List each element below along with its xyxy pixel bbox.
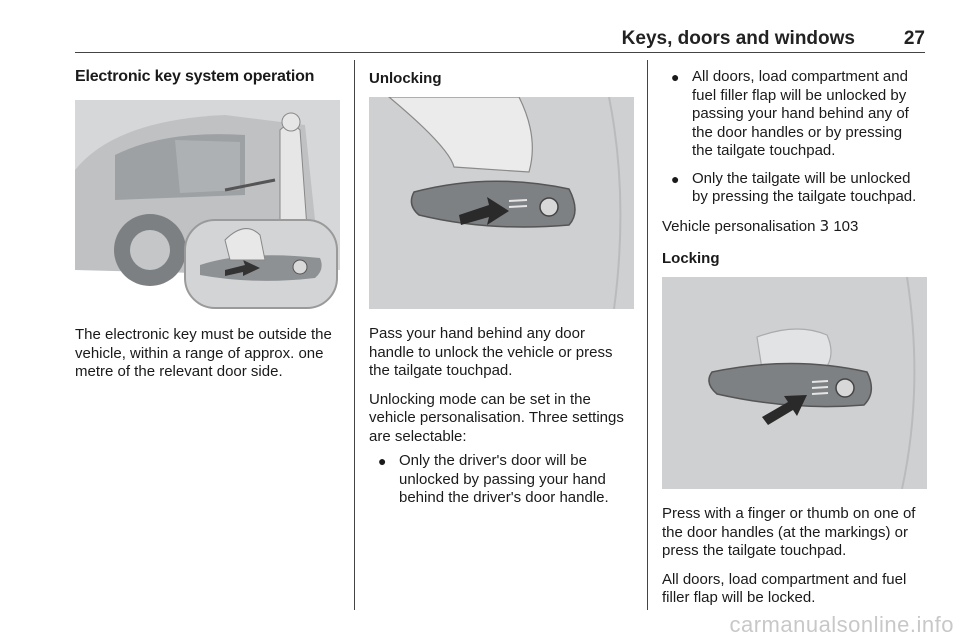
xref-text: Vehicle personalisation xyxy=(662,217,816,235)
cross-reference[interactable] xyxy=(662,217,927,237)
list-item-text: Only the tailgate will be unlocked by pressing the tailgate touchpad. xyxy=(692,169,917,205)
column-divider-2 xyxy=(647,60,648,610)
column-3 xyxy=(662,62,927,608)
bullet-marker: ● xyxy=(378,453,387,469)
xref-arrow-icon: 3 xyxy=(819,216,830,235)
list-item xyxy=(662,68,927,161)
car-door-handle-illustration xyxy=(75,100,340,310)
list-item-text: All doors, load compartment and fuel filler flap will be unlocked by passing your hand behind any of the door handles or by pressing the tailgate touchpad. xyxy=(692,68,909,159)
paragraph-1: Press with a finger or thumb on one of the door handles (at the markings) or press the tailgate touchpad. xyxy=(662,505,916,559)
door-handle-unlock-illustration xyxy=(369,97,634,309)
door-handle-lock-illustration xyxy=(662,277,927,489)
bullet-list xyxy=(662,68,927,207)
list-item-text: Only the driver's door will be unlocked by passing your hand behind the driver's door handle. xyxy=(399,452,609,506)
column-1 xyxy=(75,62,340,382)
column-2 xyxy=(369,62,634,508)
subsection-title-locking: Locking xyxy=(662,250,720,267)
watermark: carmanualsonline.info xyxy=(729,612,954,637)
xref-page: 103 xyxy=(833,217,859,235)
page-number: 27 xyxy=(903,28,925,49)
page-header xyxy=(75,28,925,50)
section-title: Electronic key system operation xyxy=(75,68,315,85)
bullet-marker: ● xyxy=(671,69,680,85)
list-item xyxy=(369,452,634,508)
header-title: Keys, doors and windows xyxy=(621,28,855,49)
list-item xyxy=(662,170,927,207)
paragraph-2: All doors, load compartment and fuel filler flap will be locked. xyxy=(662,570,907,606)
body-text: The electronic key must be outside the vehicle, within a range of approx. one metre of the relevant door side. xyxy=(75,326,332,380)
bullet-marker: ● xyxy=(671,170,680,187)
paragraph-1: Pass your hand behind any door handle to unlock the vehicle or press the tailgate touchpad. xyxy=(369,325,613,379)
column-divider-1 xyxy=(354,60,355,610)
header-rule xyxy=(75,52,925,53)
bullet-list xyxy=(369,452,634,508)
paragraph-2: Unlocking mode can be set in the vehicle personalisation. Three settings are selectable: xyxy=(369,390,624,445)
subsection-title-unlocking: Unlocking xyxy=(369,70,442,87)
